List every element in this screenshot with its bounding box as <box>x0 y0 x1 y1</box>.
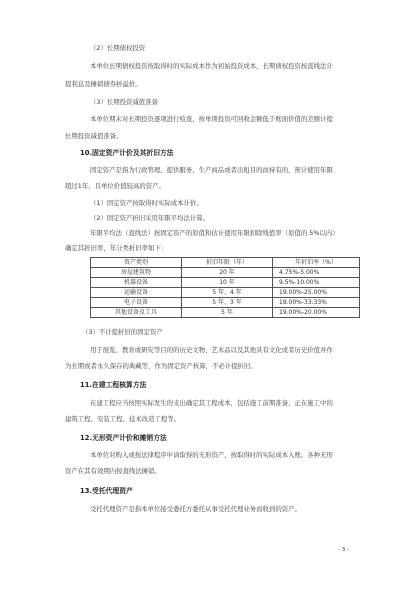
text-line: 年限平均法（直线法）按固定资产的原值和估计使用年限扣除残值率（原值的 5%以内） <box>90 229 339 237</box>
section-heading: 13.受托代理资产 <box>80 487 133 495</box>
column-header: 年折旧率（%） <box>273 258 360 268</box>
table-cell: 电子设备 <box>91 298 182 308</box>
table-cell: 其他设备及工具 <box>91 308 182 318</box>
text-line: 固定资产是指为行政管理、提供服务、生产商品或者出租目的而持有的，预计使用年限 <box>90 166 333 174</box>
table-row <box>91 278 360 288</box>
table-row <box>91 288 360 298</box>
table-cell: 机器设备 <box>91 278 182 288</box>
text-line: 为长期或者永久保存的典藏等，作为固定资产核算，不必计提折旧。 <box>65 362 257 370</box>
text-line: （2）长期债权投资 <box>90 44 146 52</box>
page-number: - 3 - <box>338 547 349 553</box>
column-header: 资产类别 <box>91 258 182 268</box>
table-cell: 19.00%-25.00% <box>273 288 360 298</box>
depreciation-table <box>90 257 360 318</box>
table-cell: 运输设备 <box>91 288 182 298</box>
table-cell: 5 年、3 年 <box>182 298 273 308</box>
table-cell: 19.00%-20.00% <box>273 308 360 318</box>
text-line: 本单位长期债权投资按取得时的实际成本作为初始投资成本，长期债权投资按直线法计 <box>90 62 333 70</box>
text-line: 受托代理资产是指本单位接受委托方委托从事受托代理业务而收到的资产。 <box>90 505 301 513</box>
column-header: 折旧年限（年） <box>182 258 273 268</box>
text-line: （1）固定资产按取得时实际成本计价。 <box>90 199 203 207</box>
table-row <box>91 268 360 278</box>
text-line: 超过1年，且单位价值较高的资产。 <box>65 182 165 190</box>
table-cell: 5 年 <box>182 308 273 318</box>
text-line: 提利息及摊销债券折溢价。 <box>65 80 142 88</box>
table-cell: 20 年 <box>182 268 273 278</box>
text-line: 建筑工程、安装工程、技术改造工程等。 <box>65 415 181 423</box>
text-line: 本单位对购入或按法律程序申请取得的无形资产，按取得时的实际成本入账。各种无形 <box>90 451 333 459</box>
table-header-row <box>91 258 360 268</box>
text-line: 用于展览、教育或研究等目的的历史文物、艺术品以及其他具有文化或者历史价值并作 <box>90 346 333 354</box>
text-line: （3）不计提折旧的固定资产 <box>82 328 163 336</box>
text-line: 在建工程应当按照实际发生的支出确定其工程成本，包括施工前期准备、正在施工中的 <box>90 399 333 407</box>
text-line: （3）长期投资减值准备 <box>90 98 158 106</box>
table-cell: 10 年 <box>182 278 273 288</box>
text-line: （2）固定资产折旧采用年限平均法计算。 <box>90 214 210 222</box>
text-line: 长期投资减值准备。 <box>65 132 123 140</box>
table-cell: 9.5%-10.00% <box>273 278 360 288</box>
text-line: 本单位期末对长期投资逐项进行检查，按单项投资可回收金额低于账面价值的差额计提 <box>90 115 333 123</box>
table-row <box>91 298 360 308</box>
section-heading: 11.在建工程核算方法 <box>80 381 147 389</box>
table-cell: 4.75%-5.00% <box>273 268 360 278</box>
section-heading: 12.无形资产计价和摊销方法 <box>80 434 167 442</box>
section-heading: 10.固定资产计价及其折旧方法 <box>80 149 174 157</box>
table-row <box>91 308 360 318</box>
text-line: 确定其折旧率，年分类折旧率如下： <box>65 244 168 252</box>
text-line: 资产在其有效期内按直线法摊销。 <box>65 467 161 475</box>
table-cell: 19.00%-33.33% <box>273 298 360 308</box>
table-cell: 5 年、4 年 <box>182 288 273 298</box>
table-cell: 房屋建筑物 <box>91 268 182 278</box>
